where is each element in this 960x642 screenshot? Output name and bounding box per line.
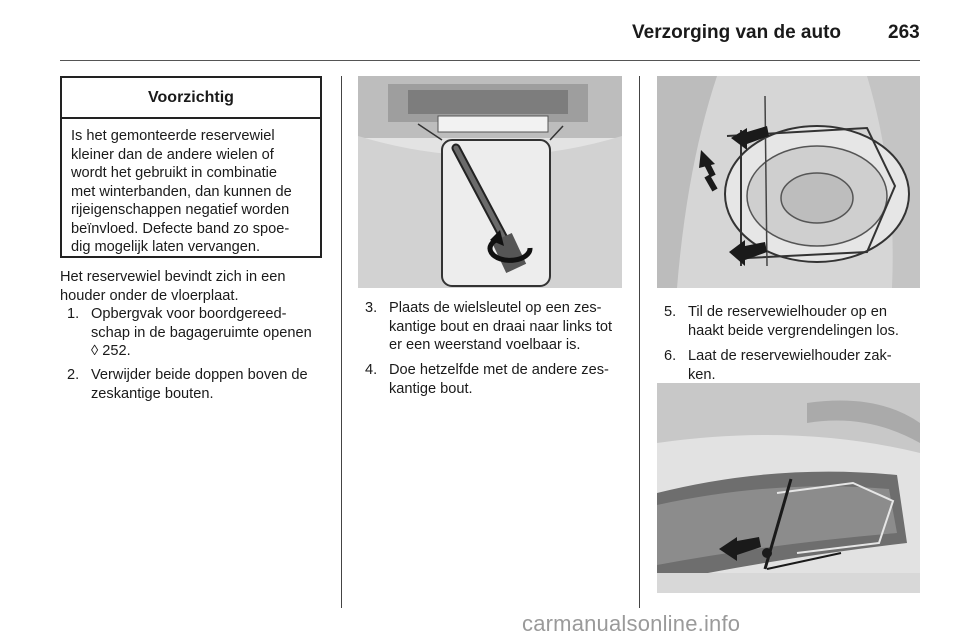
step-number: 2. xyxy=(67,367,80,383)
step-line: kantige bout. xyxy=(389,380,473,397)
step-line: Laat de reservewielhouder zak- xyxy=(688,348,892,364)
intro-line: Het reservewiel bevindt zich in een xyxy=(60,269,286,285)
caution-line: Is het gemonteerde reservewiel xyxy=(71,128,275,144)
caution-line: rijeigenschappen negatief worden xyxy=(71,202,290,218)
step-text xyxy=(91,305,337,361)
step-item xyxy=(67,366,337,404)
step-line: Opbergvak voor boordgereed- xyxy=(91,306,287,322)
step-item xyxy=(664,303,924,341)
step-number: 1. xyxy=(67,306,80,322)
watermark: carmanualsonline.info xyxy=(522,611,741,636)
step-line: ◊ 252. xyxy=(91,343,131,359)
intro-paragraph xyxy=(60,268,335,305)
step-line: Til de reservewielhouder op en xyxy=(688,304,888,320)
spare-wheel-holder-illustration xyxy=(657,76,920,288)
step-number: 6. xyxy=(664,348,677,364)
step-line: Verwijder beide doppen boven de xyxy=(91,367,308,383)
step-item xyxy=(664,347,924,385)
column-divider xyxy=(639,76,640,608)
step-text xyxy=(688,347,924,384)
step-text xyxy=(688,303,924,340)
step-line: zeskantige bouten. xyxy=(91,385,214,402)
header-divider xyxy=(60,60,920,61)
page-number: 263 xyxy=(888,22,920,43)
caution-line: met winterbanden, dan kunnen de xyxy=(71,183,292,200)
caution-line: kleiner dan de andere wielen of xyxy=(71,146,274,163)
step-line: ken. xyxy=(688,366,716,383)
step-text xyxy=(91,366,337,403)
step-number: 3. xyxy=(365,300,378,316)
wrench-illustration xyxy=(358,76,622,288)
step-number: 4. xyxy=(365,362,378,378)
step-line: Plaats de wielsleutel op een zes- xyxy=(389,300,602,316)
step-line: schap in de bagageruimte openen xyxy=(91,324,312,341)
intro-line: houder onder de vloerplaat. xyxy=(60,287,239,304)
lowered-wheel-holder-illustration xyxy=(657,383,920,593)
column-divider xyxy=(341,76,342,608)
step-line: er een weerstand voelbaar is. xyxy=(389,337,581,353)
step-number: 5. xyxy=(664,304,677,320)
step-line: Doe hetzelfde met de andere zes- xyxy=(389,362,609,378)
step-text xyxy=(389,299,627,355)
step-text xyxy=(389,361,627,398)
step-item xyxy=(67,305,337,361)
step-item xyxy=(365,299,627,355)
caution-line: beïnvloed. Defecte band zo spoe- xyxy=(71,220,290,237)
step-item xyxy=(365,361,627,399)
caution-line: dig mogelijk laten vervangen. xyxy=(71,239,261,255)
caution-box xyxy=(60,76,322,258)
step-line: haakt beide vergrendelingen los. xyxy=(688,322,899,339)
caution-line: wordt het gebruikt in combinatie xyxy=(71,165,278,181)
step-line: kantige bout en draai naar links tot xyxy=(389,318,613,335)
caution-text xyxy=(62,119,320,257)
caution-heading: Voorzichtig xyxy=(62,78,320,119)
page-title: Verzorging van de auto xyxy=(632,22,842,43)
